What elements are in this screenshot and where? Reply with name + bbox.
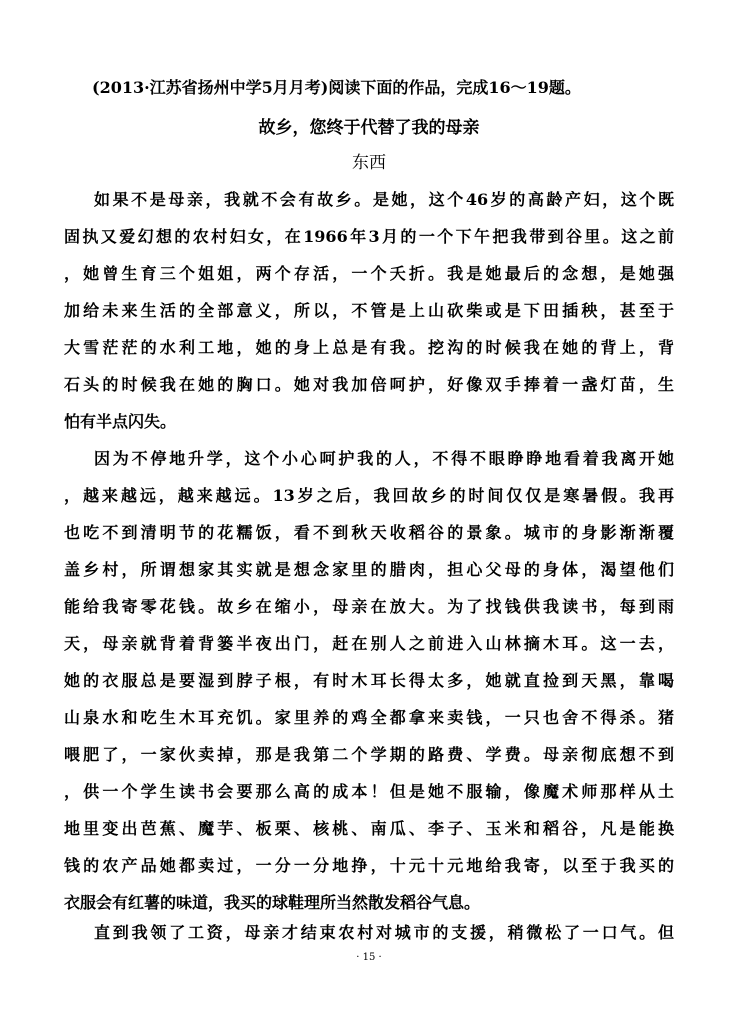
paragraph-line: ，供一个学生读书会要那么高的成本！但是她不服输，像魔术师那样从土 <box>64 782 674 801</box>
paragraph-line: 地里变出芭蕉、魔芋、板栗、核桃、南瓜、李子、玉米和稻谷，凡是能换 <box>64 819 674 838</box>
paragraph-line: 山泉水和吃生木耳充饥。家里养的鸡全都拿来卖钱，一只也舍不得杀。猪 <box>64 708 674 727</box>
paragraph-line: 钱的农产品她都卖过，一分一分地挣，十元十元地给我寄，以至于我买的 <box>64 856 674 875</box>
paragraph-line: 石头的时候我在她的胸口。她对我加倍呵护，好像双手捧着一盏灯苗，生 <box>64 375 674 394</box>
paragraph-line: 衣服会有红薯的味道，我买的球鞋理所当然散发稻谷气息。 <box>64 893 481 912</box>
paragraph-line: 大雪茫茫的水利工地，她的身上总是有我。挖沟的时候我在她的背上，背 <box>64 338 674 357</box>
paragraph-line: 加给未来生活的全部意义，所以，不管是上山砍柴或是下田插秧，甚至于 <box>64 301 674 320</box>
paragraph-line: 因为不停地升学，这个小心呵护我的人，不得不眼睁睁地看着我离开她 <box>94 449 674 468</box>
paragraph-line: 也吃不到清明节的花糯饭，看不到秋天收稻谷的景象。城市的身影渐渐覆 <box>64 523 674 542</box>
paragraph-line: ，越来越远，越来越远。13岁之后，我回故乡的时间仅仅是寒暑假。我再 <box>64 486 674 505</box>
paragraph-line: 盖乡村，所谓想家其实就是想念家里的腊肉，担心父母的身体，渴望他们 <box>64 560 674 579</box>
paragraph-line: 喂肥了，一家伙卖掉，那是我第二个学期的路费、学费。母亲彻底想不到 <box>64 745 674 764</box>
paragraph-line: 固执又爱幻想的农村妇女，在1966年3月的一个下午把我带到谷里。这之前 <box>64 227 674 246</box>
paragraph-line: 怕有半点闪失。 <box>64 412 177 431</box>
article-author: 东西 <box>352 153 386 173</box>
paragraph-line: ，她曾生育三个姐姐，两个存活，一个夭折。我是她最后的念想，是她强 <box>64 264 674 283</box>
page-number: · 15 · <box>356 952 382 963</box>
article-title: 故乡，您终于代替了我的母亲 <box>258 118 480 138</box>
paragraph-line: 能给我寄零花钱。故乡在缩小，母亲在放大。为了找钱供我读书，每到雨 <box>64 597 674 616</box>
paragraph-line: 她的衣服总是要湿到脖子根，有时木耳长得太多，她就直捡到天黑，靠喝 <box>64 671 674 690</box>
paragraph-line: 直到我领了工资，母亲才结束农村对城市的支援，稍微松了一口气。但 <box>94 923 674 942</box>
paragraph-line: 如果不是母亲，我就不会有故乡。是她，这个46岁的高龄产妇，这个既 <box>94 190 674 209</box>
question-header: (2013·江苏省扬州中学5月月考)阅读下面的作品，完成16～19题。 <box>92 78 581 97</box>
paragraph-line: 天，母亲就背着背篓半夜出门，赶在别人之前进入山林摘木耳。这一去， <box>64 634 674 653</box>
